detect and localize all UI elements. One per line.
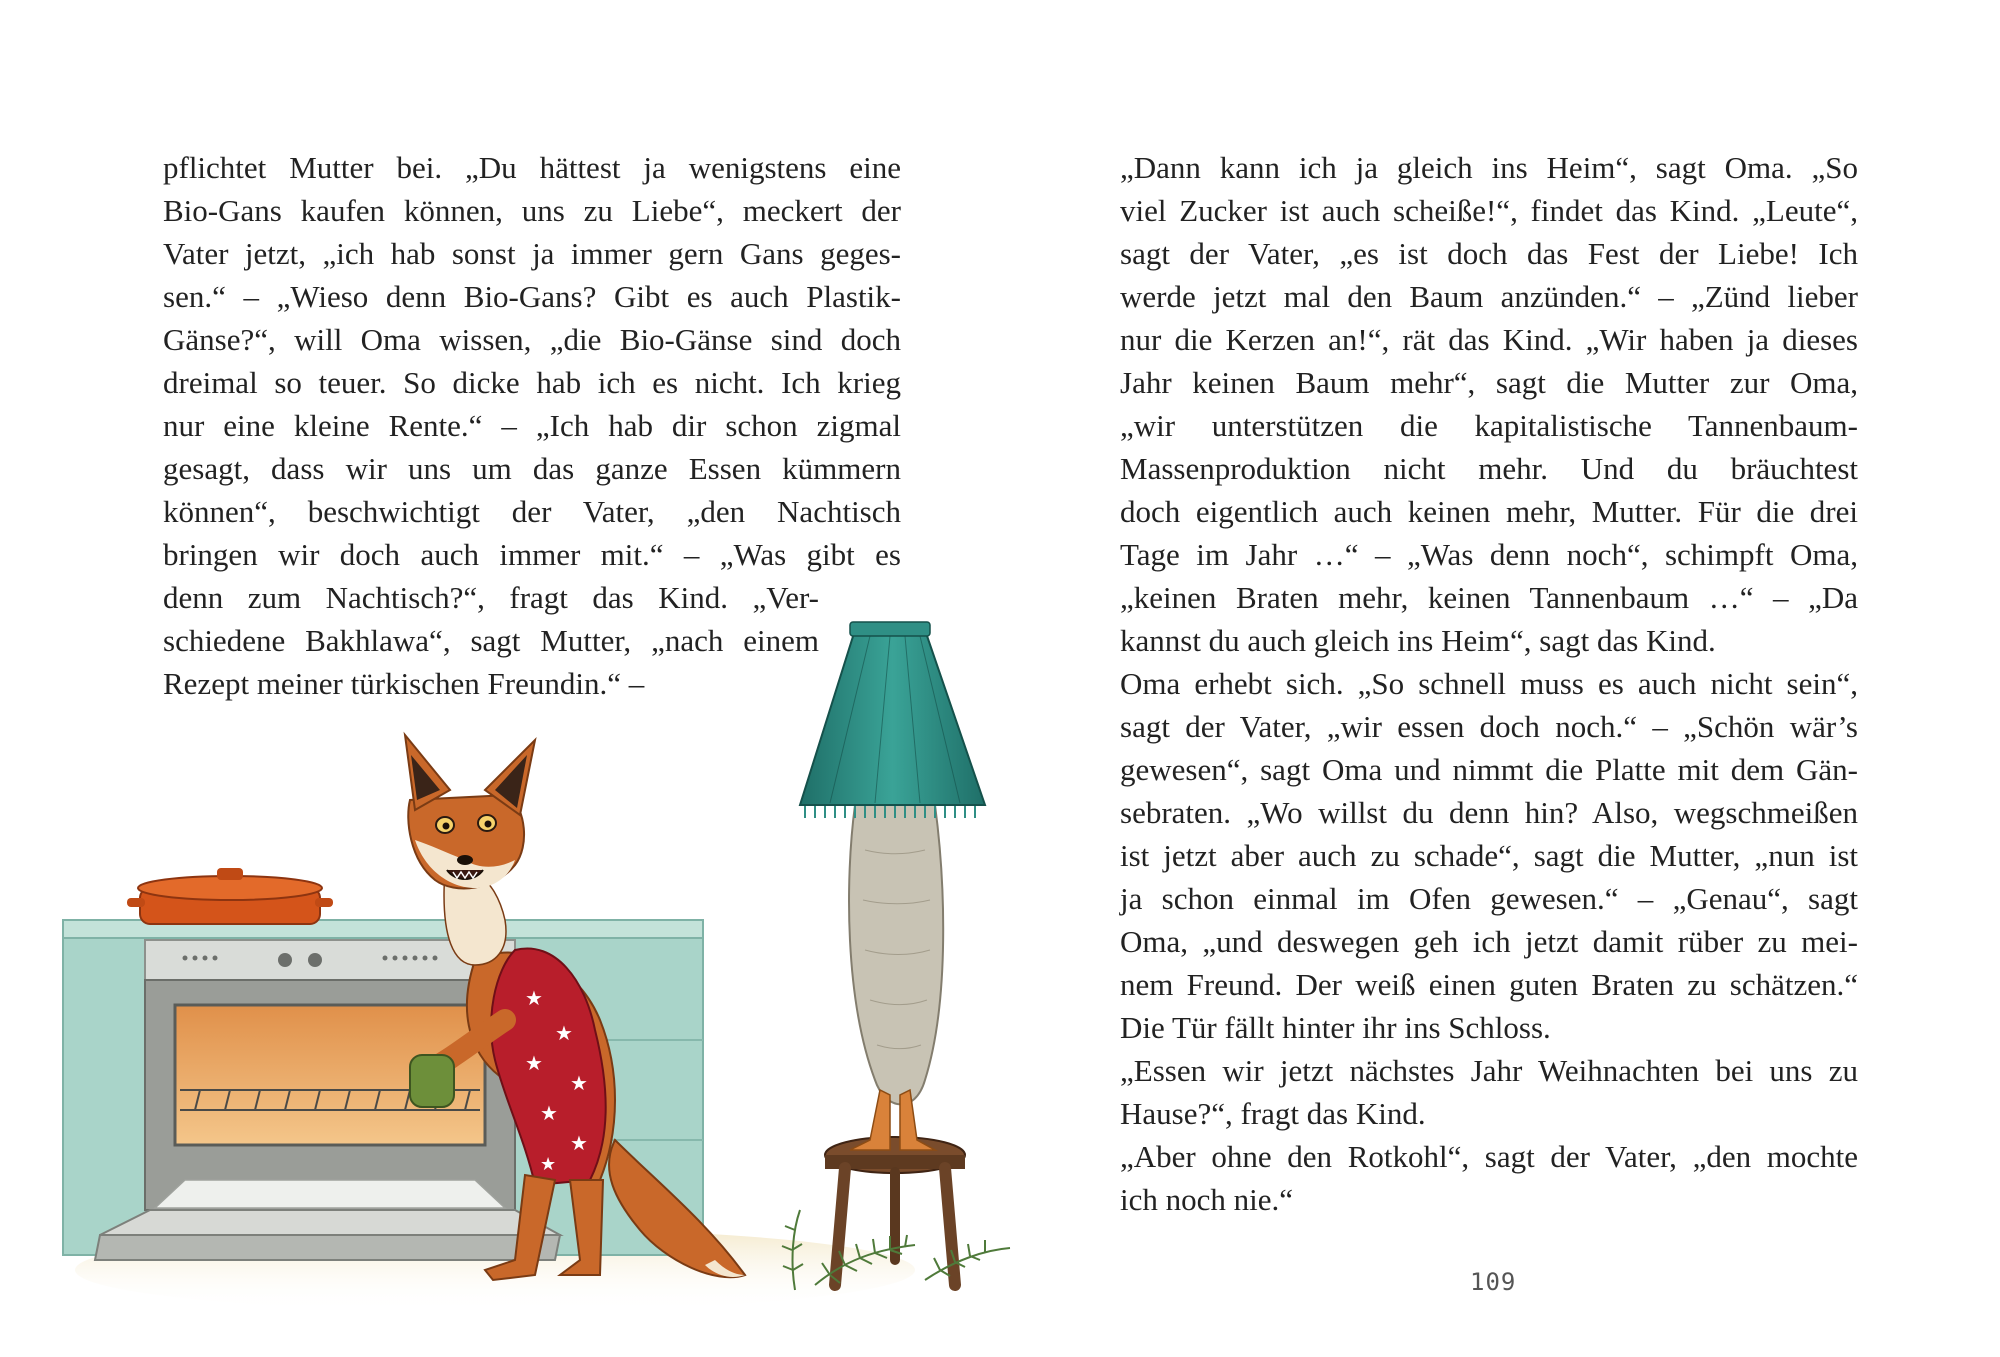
text-line: „Dann kann ich ja gleich ins Heim“, sagt Oma. „So [1120,150,1858,185]
text-line: gesagt, dass wir uns um das ganze Essen kümmern [163,451,901,486]
right-page-text [1120,146,1858,1221]
svg-text:★: ★ [540,1101,558,1125]
text-line: „Essen wir jetzt nächstes Jahr Weihnachten bei uns zu [1120,1053,1858,1088]
text-line: Hause?“, fragt das Kind. [1120,1096,1426,1131]
text-line: „keinen Braten mehr, keinen Tannenbaum …“ – „Da [1120,580,1858,615]
svg-text:★: ★ [570,1071,588,1095]
text-line: Vater jetzt, „ich hab sonst ja immer gern Gans geges- [163,236,901,271]
text-line: Massenproduktion nicht mehr. Und du bräuchtest [1120,451,1858,486]
text-line: viel Zucker ist auch scheiße!“, findet das Kind. „Leute“, [1120,193,1858,228]
text-line: sagt der Vater, „es ist doch das Fest der Liebe! Ich [1120,236,1858,271]
text-line: Jahr keinen Baum mehr“, sagt die Mutter zur Oma, [1120,365,1858,400]
text-line: nur die Kerzen an!“, rät das Kind. „Wir haben ja dieses [1120,322,1858,357]
svg-text:★: ★ [525,1051,543,1075]
text-line: sebraten. „Wo willst du denn hin? Also, wegschmeißen [1120,795,1858,830]
text-line: ist jetzt aber auch zu schade“, sagt die Mutter, „nun ist [1120,838,1858,873]
text-line: Tage im Jahr …“ – „Was denn noch“, schimpft Oma, [1120,537,1858,572]
text-line: Oma erhebt sich. „So schnell muss es auch nicht sein“, [1120,666,1858,701]
text-line: schiedene Bakhlawa“, sagt Mutter, „nach einem [163,623,819,658]
text-line: pflichtet Mutter bei. „Du hättest ja wenigstens eine [163,150,901,185]
text-line: bringen wir doch auch immer mit.“ – „Was gibt es [163,537,901,572]
text-line: „Aber ohne den Rotkohl“, sagt der Vater, „den mochte [1120,1139,1858,1174]
text-line: Oma, „und deswegen geh ich jetzt damit rüber zu mei- [1120,924,1858,959]
goose [849,805,943,1150]
text-line: ja schon einmal im Ofen gewesen.“ – „Genau“, sagt [1120,881,1858,916]
text-line: Gänse?“, will Oma wissen, „die Bio-Gänse sind doch [163,322,901,357]
knob-icon [308,953,322,967]
page-number: 109 [1470,1268,1517,1296]
text-line: werde jetzt mal den Baum anzünden.“ – „Zünd lieber [1120,279,1858,314]
knob-icon [278,953,292,967]
text-line: sagt der Vater, „wir essen doch noch.“ – „Schön wär’s [1120,709,1858,744]
text-line: kannst du auch gleich ins Heim“, sagt das Kind. [1120,623,1716,658]
text-line: nem Freund. Der weiß einen guten Braten zu schätzen.“ [1120,967,1858,1002]
svg-text:★: ★ [570,1131,588,1155]
svg-text:★: ★ [555,1021,573,1045]
text-line: „wir unterstützen die kapitalistische Tannenbaum- [1120,408,1858,443]
text-line: doch eigentlich auch keinen mehr, Mutter. Für die drei [1120,494,1858,529]
oven-mitt [410,1055,454,1107]
svg-text:★: ★ [525,986,543,1010]
text-line: Bio-Gans kaufen können, uns zu Liebe“, meckert der [163,193,901,228]
text-line: nur eine kleine Rente.“ – „Ich hab dir schon zigmal [163,408,901,443]
text-line: gewesen“, sagt Oma und nimmt die Platte mit dem Gän- [1120,752,1858,787]
text-line: ich noch nie.“ [1120,1182,1294,1217]
text-line: können“, beschwichtigt der Vater, „den Nachtisch [163,494,901,529]
svg-text:★: ★ [540,1154,557,1175]
fox-kitchen-illustration [55,620,1015,1320]
right-page [1000,0,2000,1357]
lampshade [800,622,985,818]
casserole-pot [127,868,333,924]
text-line: dreimal so teuer. So dicke hab ich es nicht. Ich krieg [163,365,901,400]
text-line: Rezept meiner türkischen Freundin.“ – [163,666,645,701]
text-line: denn zum Nachtisch?“, fragt das Kind. „Ver- [163,580,819,615]
text-line: sen.“ – „Wieso denn Bio-Gans? Gibt es auch Plastik- [163,279,901,314]
text-line: Die Tür fällt hinter ihr ins Schloss. [1120,1010,1551,1045]
